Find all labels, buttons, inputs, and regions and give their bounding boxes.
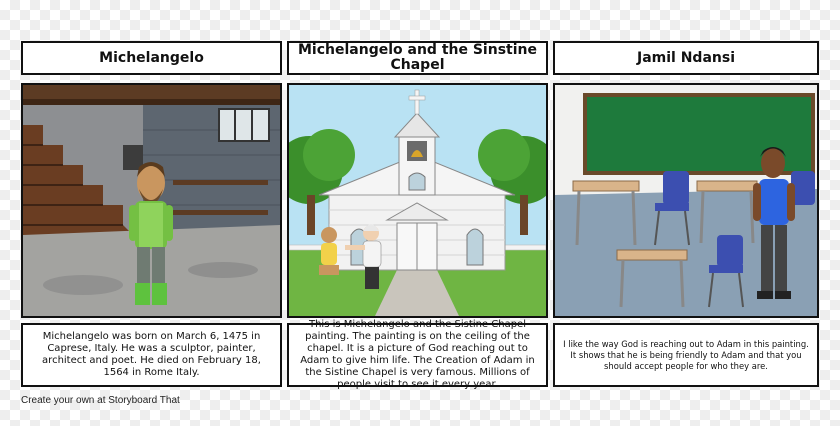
panel-2-caption[interactable] — [287, 319, 548, 390]
panel-2-caption-text: This is Michelangelo and the Sistine Chapel painting. The painting is on the ceiling of the chapel. It is a picture of God reaching out to Adam to give him life. The Creation of Adam in the Sistine Chapel is very famous. Millions of people visit to see it every year. — [300, 319, 535, 390]
basement-illustration — [23, 85, 280, 316]
chapel-illustration — [289, 85, 546, 316]
panel-3-caption[interactable] — [553, 323, 819, 387]
panel-3-scene[interactable] — [553, 83, 819, 318]
adam-character — [319, 227, 339, 275]
panel-2-title-text: Michelangelo and the Sinstine Chapel — [298, 42, 537, 73]
panel-1-scene[interactable] — [21, 83, 282, 318]
panel-2-title[interactable] — [287, 41, 548, 75]
panel-2-scene[interactable] — [287, 83, 548, 318]
storyboard-footer-link[interactable]: Create your own at Storyboard That — [21, 395, 180, 406]
panel-1-title-text: Michelangelo — [99, 49, 204, 66]
panel-3-title[interactable] — [553, 41, 819, 75]
panel-3-caption-text: I like the way God is reaching out to Adam in this painting. It shows that he is being friendly to Adam and that you should accept people for who they are. — [563, 338, 809, 371]
panel-1-caption-text: Michelangelo was born on March 6, 1475 in Caprese, Italy. He was a sculptor, painter, architect and poet. He died on February 18, 1564 in Rome Italy. — [42, 331, 261, 378]
classroom-illustration — [555, 85, 817, 316]
panel-1-caption[interactable] — [21, 323, 282, 387]
panel-3-title-text: Jamil Ndansi — [637, 49, 735, 66]
panel-1-title[interactable] — [21, 41, 282, 75]
